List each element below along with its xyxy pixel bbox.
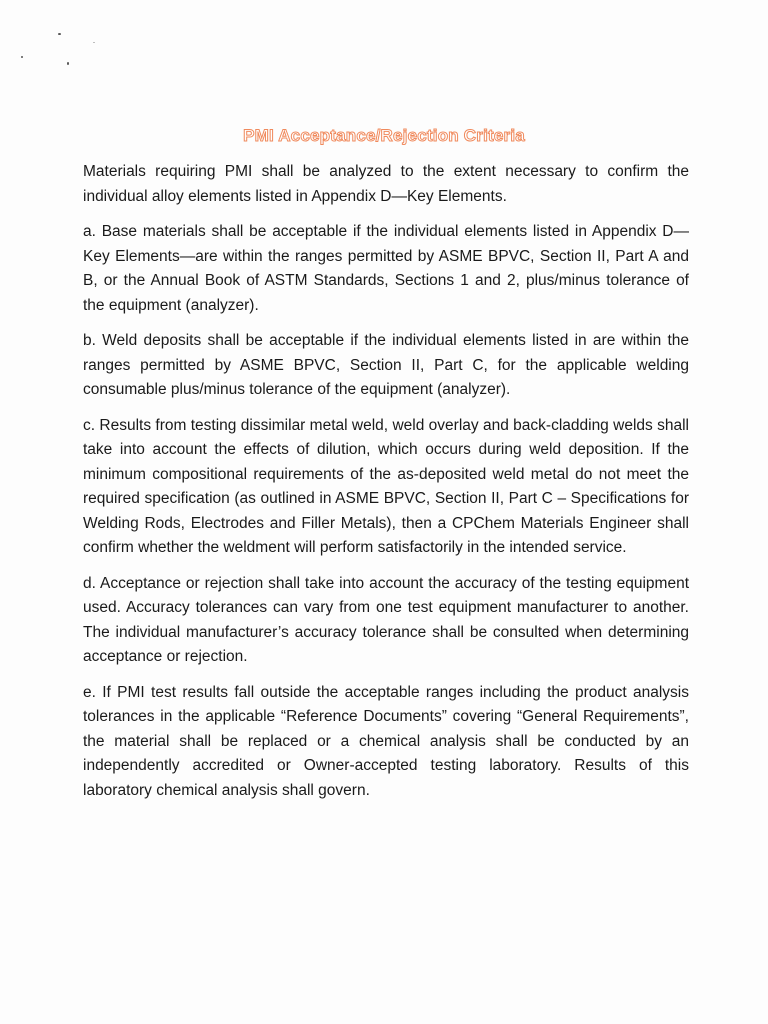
paragraph-b: b. Weld deposits shall be acceptable if the individual elements listed in are within the ranges permitted by ASME BPVC, Section II, Part C, for the applicable welding consumable plus/minus tolerance of the equipment (analyzer). <box>83 332 689 398</box>
page-title: PMI Acceptance/Rejection Criteria <box>243 126 525 145</box>
scan-speck <box>58 33 61 35</box>
paragraph-a: a. Base materials shall be acceptable if the individual elements listed in Appendix D—Key Elements—are within the ranges permitted by ASME BPVC, Section II, Part A and B, or the Annual Book of ASTM Standards, Sections 1 and 2, plus/minus tolerance of the equipment (analyzer). <box>83 223 689 314</box>
scan-speck <box>21 56 23 58</box>
scan-speck <box>67 62 69 65</box>
paragraph-e: e. If PMI test results fall outside the acceptable ranges including the product analysis tolerances in the applicable “Reference Documents” covering “General Requirements”, the material shall be replaced or a chemical analysis shall be conducted by an independently accredited or Owner-accepted testing laboratory. Results of this laboratory chemical analysis shall govern. <box>83 683 689 799</box>
paragraph-intro: Materials requiring PMI shall be analyzed to the extent necessary to confirm the individual alloy elements listed in Appendix D—Key Elements. <box>83 163 689 205</box>
paragraph-c: c. Results from testing dissimilar metal weld, weld overlay and back-cladding welds shall take into account the effects of dilution, which occurs during weld deposition. If the minimum compositional requirements of the as-deposited weld metal do not meet the required specification (as outlined in ASME BPVC, Section II, Part C – Specifications for Welding Rods, Electrodes and Filler Metals), then a CPChem Materials Engineer shall confirm whether the weldment will perform satisfactorily in the intended service. <box>83 416 689 556</box>
document-body <box>83 160 689 814</box>
paragraph-d: d. Acceptance or rejection shall take into account the accuracy of the testing equipment used. Accuracy tolerances can vary from one test equipment manufacturer to another. The individual manufacturer’s accuracy tolerance shall be consulted when determining acceptance or rejection. <box>83 574 689 665</box>
scan-speck <box>93 42 95 43</box>
